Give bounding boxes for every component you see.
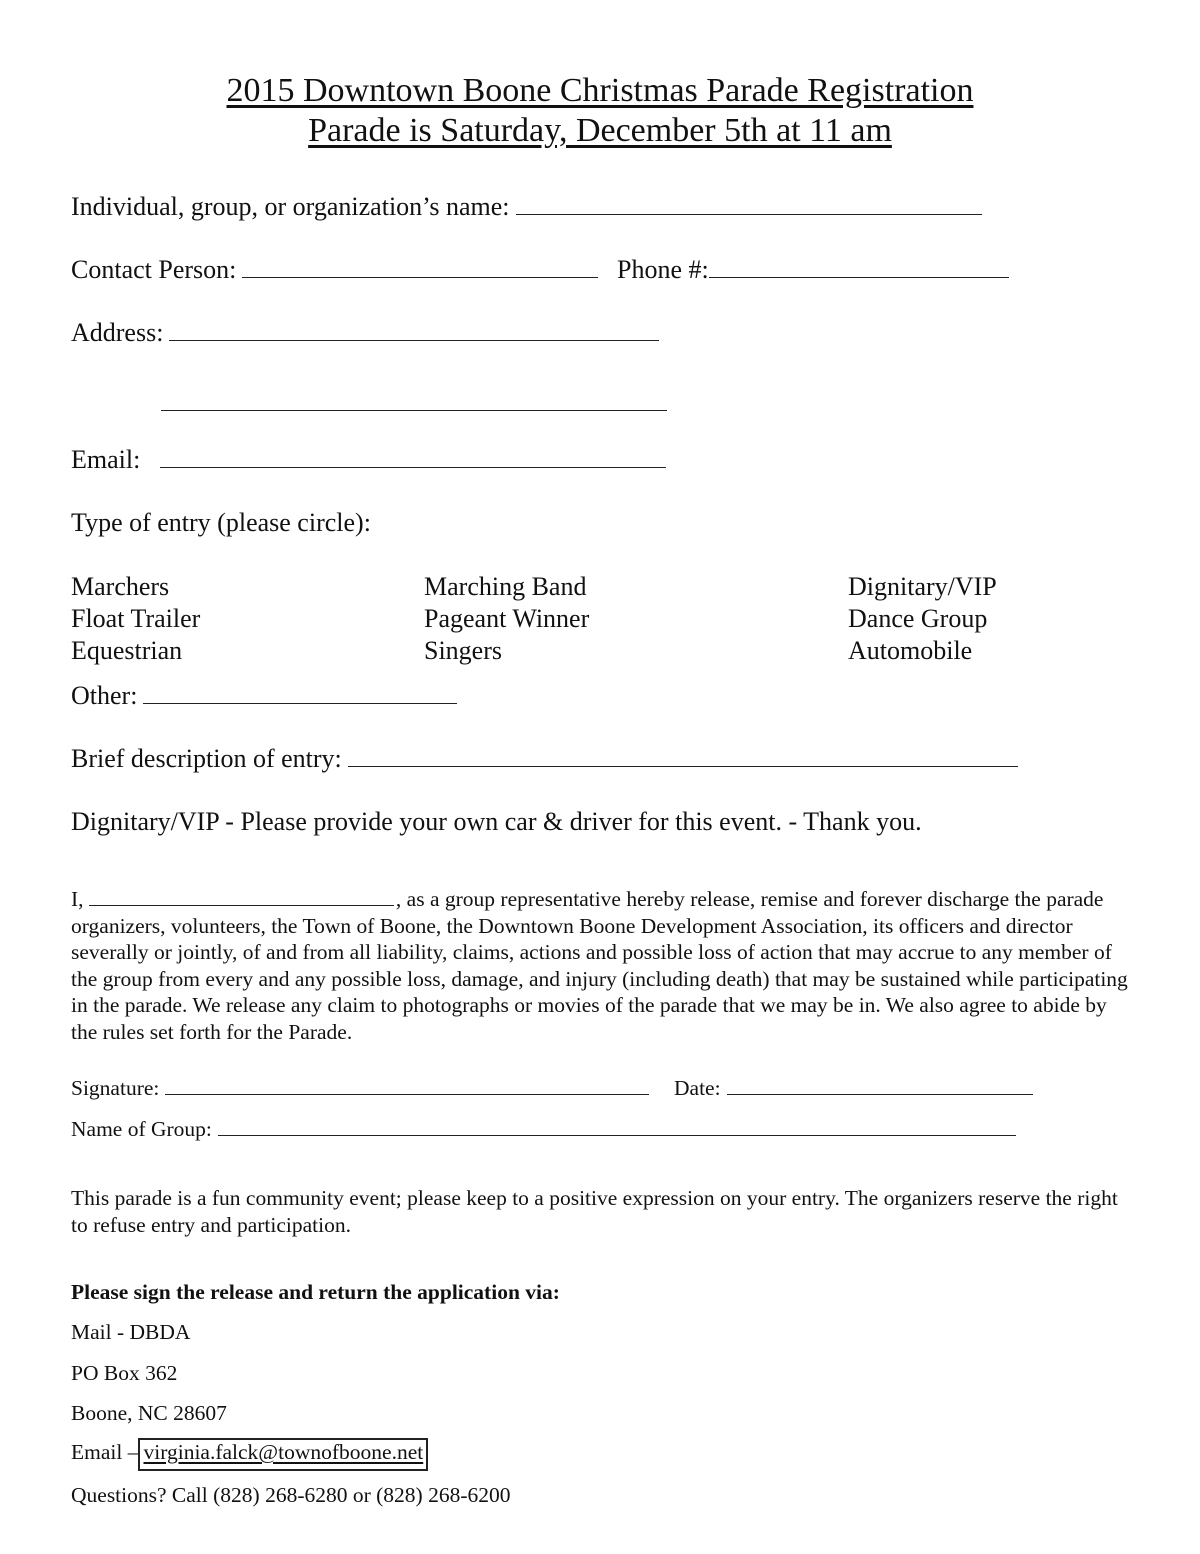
entry-option-equestrian[interactable]: Equestrian [71, 636, 183, 665]
date-row [674, 1076, 1033, 1101]
group-name-label: Name of Group: [71, 1117, 212, 1141]
entry-option-marchers[interactable]: Marchers [71, 572, 170, 601]
entry-option-dignitary-vip[interactable]: Dignitary/VIP [848, 572, 997, 601]
date-field[interactable] [727, 1093, 1033, 1095]
email-return-row [71, 1438, 428, 1471]
entry-option-singers[interactable]: Singers [424, 636, 502, 665]
other-field[interactable] [143, 702, 457, 704]
phone-row [617, 255, 1009, 285]
entry-option-pageant-winner[interactable]: Pageant Winner [424, 604, 590, 633]
phone-label: Phone #: [617, 255, 709, 284]
signature-field[interactable] [165, 1093, 649, 1095]
phone-field[interactable] [709, 276, 1009, 278]
entry-option-marching-band[interactable]: Marching Band [424, 572, 587, 601]
email-row [71, 445, 666, 475]
questions-line: Questions? Call (828) 268-6280 or (828) 268-6200 [71, 1483, 511, 1507]
city-line: Boone, NC 28607 [71, 1401, 227, 1425]
entry-type-column-2 [424, 571, 589, 667]
other-row [71, 681, 457, 711]
other-label: Other: [71, 681, 138, 710]
entry-type-column-3 [848, 571, 997, 667]
representative-name-field[interactable] [89, 904, 394, 906]
form-title: 2015 Downtown Boone Christmas Parade Registration [226, 72, 974, 109]
entry-type-label: Type of entry (please circle): [71, 508, 371, 537]
vip-note: Dignitary/VIP - Please provide your own car & driver for this event. - Thank you. [71, 807, 922, 836]
address-row [71, 318, 659, 348]
address-label: Address: [71, 318, 164, 347]
date-label: Date: [674, 1076, 721, 1100]
mail-line: Mail - DBDA [71, 1320, 191, 1344]
signature-label: Signature: [71, 1076, 160, 1100]
parade-date-subtitle: Parade is Saturday, December 5th at 11 am [308, 112, 892, 149]
entry-type-column-1 [71, 571, 200, 667]
email-label: Email: [71, 445, 141, 474]
organization-name-row [71, 192, 982, 222]
contact-row [71, 255, 598, 285]
organization-name-label: Individual, group, or organization’s name: [71, 192, 510, 221]
return-heading: Please sign the release and return the application via: [71, 1280, 560, 1304]
group-name-row [71, 1117, 1016, 1142]
signature-row [71, 1076, 649, 1101]
contact-person-label: Contact Person: [71, 255, 237, 284]
release-text: , as a group representative hereby release, remise and forever discharge the parade organizers, volunteers, the Town of Boone, the Downtown Boone Development Association, its officers and director severally or jointly, of and from all liability, claims, actions and possible loss of action that may accrue to any member of the group from every and any possible loss, damage, and injury (including death) that may be sustained while participating in the parade. We release any claim to photographs or movies of the parade that we may be in. We also agree to abide by the rules set forth for the Parade. [71, 887, 1128, 1044]
contact-email-link[interactable]: virginia.falck@townofboone.net [138, 1438, 428, 1471]
entry-option-dance-group[interactable]: Dance Group [848, 604, 988, 633]
contact-person-field[interactable] [242, 276, 598, 278]
description-row [71, 744, 1018, 774]
address-field-line2[interactable] [161, 410, 667, 411]
entry-option-float-trailer[interactable]: Float Trailer [71, 604, 201, 633]
description-field[interactable] [348, 765, 1018, 767]
email-return-prefix: Email – [71, 1440, 139, 1464]
po-box-line: PO Box 362 [71, 1361, 178, 1385]
group-name-field[interactable] [218, 1134, 1016, 1136]
organization-name-field[interactable] [516, 213, 982, 215]
email-field[interactable] [160, 466, 666, 468]
entry-option-automobile[interactable]: Automobile [848, 636, 973, 665]
release-paragraph [71, 886, 1131, 1045]
release-prefix: I, [71, 887, 89, 911]
address-field-line1[interactable] [169, 339, 659, 341]
description-label: Brief description of entry: [71, 744, 342, 773]
community-notice: This parade is a fun community event; please keep to a positive expression on your entry. The organizers reserve the right to refuse entry and participation. [71, 1186, 1118, 1237]
